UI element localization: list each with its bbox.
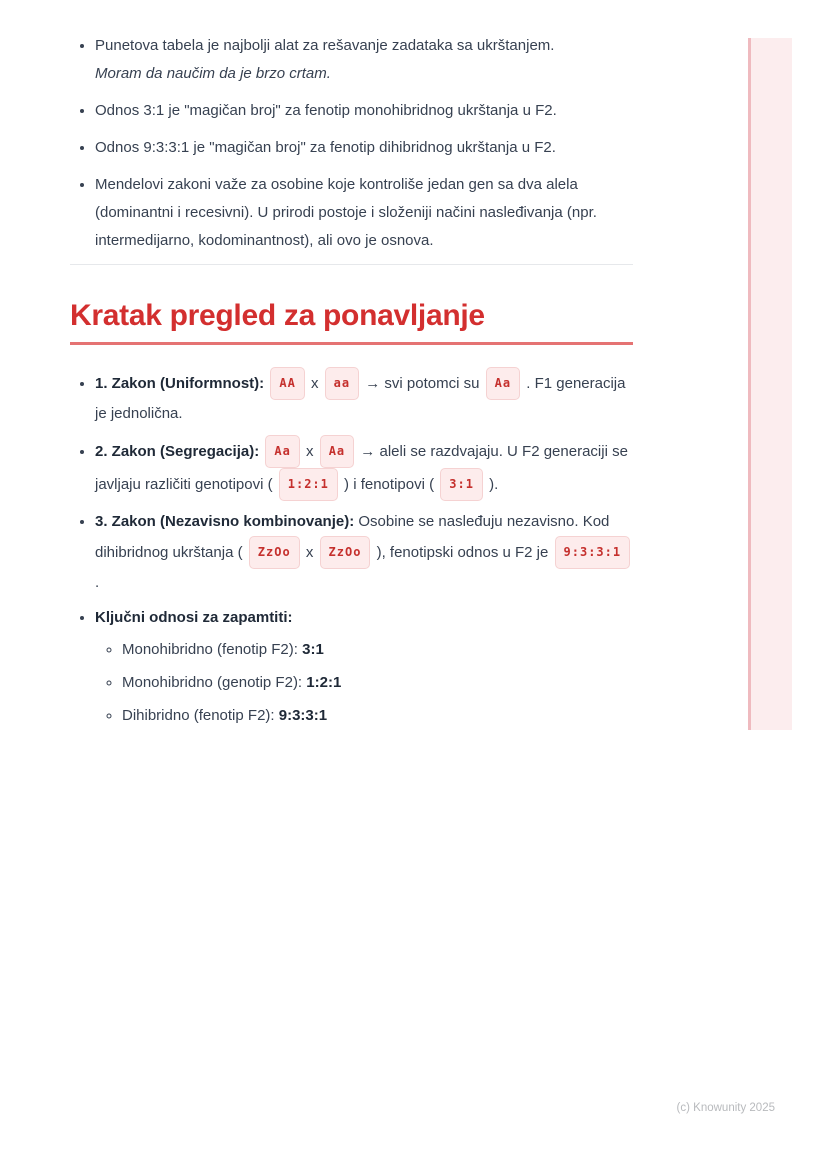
text-segment: Osobine se nasleđuju nezavisno. Kod dihibridnog ukrštanja ( xyxy=(95,513,610,561)
list-item-text xyxy=(95,513,632,591)
right-margin-highlight-bar xyxy=(748,38,792,730)
text-segment: x xyxy=(301,443,318,460)
genotype-badge: 9:3:3:1 xyxy=(555,536,631,569)
list-item xyxy=(95,134,633,162)
genotype-badge: aa xyxy=(325,367,359,400)
genotype-badge: Aa xyxy=(320,435,354,468)
genotype-badge: ZzOo xyxy=(320,536,371,569)
text-segment: Moram da naučim da je brzo crtam. xyxy=(95,65,331,82)
list-item-text xyxy=(95,139,556,156)
text-segment: Dihibridno (fenotip F2): xyxy=(122,707,279,724)
list-item-text xyxy=(122,707,327,724)
text-segment: Mendelovi zakoni važe za osobine koje kontroliše jedan gen sa dva alela (dominantni i recesivni). U prirodi postoje i složeniji načini nasleđivanja (npr. intermedijarno, kodominantnost), ali ovo je osnova. xyxy=(95,176,597,249)
list-item xyxy=(95,435,633,501)
notes-list xyxy=(70,32,633,255)
text-segment: . F1 generacija je jednolična. xyxy=(95,375,626,422)
document-content xyxy=(70,32,633,737)
list-item-text xyxy=(95,102,557,119)
list-item-text xyxy=(95,443,628,493)
text-segment: 1:2:1 xyxy=(306,674,342,691)
text-segment: 1. Zakon (Uniformnost): xyxy=(95,375,265,392)
list-item xyxy=(95,32,633,88)
text-segment: ), fenotipski odnos u F2 je xyxy=(372,544,553,561)
section-divider xyxy=(70,264,633,265)
text-segment: ) i fenotipovi ( xyxy=(339,476,439,493)
text-segment: Monohibridno (fenotip F2): xyxy=(122,641,303,658)
list-item xyxy=(95,604,633,730)
text-segment: Punetova tabela je najbolji alat za rešavanje zadataka sa ukrštanjem. xyxy=(95,37,555,54)
list-item xyxy=(95,367,633,428)
copyright-text: (c) Knowunity 2025 xyxy=(676,1102,775,1114)
text-segment: Odnos 9:3:3:1 je "magičan broj" za fenotip dihibridnog ukrštanja u F2. xyxy=(95,139,556,156)
list-item xyxy=(95,171,633,255)
key-ratios-list xyxy=(95,636,633,730)
text-segment: ). xyxy=(484,476,499,493)
list-item-text xyxy=(95,37,554,82)
genotype-badge: Aa xyxy=(486,367,520,400)
text-segment: 9:3:3:1 xyxy=(278,707,328,724)
text-segment: . xyxy=(95,574,100,591)
text-segment: x xyxy=(301,544,318,561)
list-item-text xyxy=(122,641,324,658)
text-segment xyxy=(259,443,263,460)
genotype-badge: AA xyxy=(270,367,304,400)
text-segment: Ključni odnosi za zapamtiti: xyxy=(95,609,293,626)
review-list xyxy=(70,367,633,730)
genotype-badge: 3:1 xyxy=(440,468,483,501)
text-segment: Odnos 3:1 je "magičan broj" za fenotip monohibridnog ukrštanja u F2. xyxy=(95,102,557,119)
text-segment: 3:1 xyxy=(302,641,324,658)
text-segment: x xyxy=(306,375,323,392)
list-item xyxy=(122,702,633,730)
list-item-text xyxy=(122,674,341,691)
text-segment: 3. Zakon (Nezavisno kombinovanje): xyxy=(95,513,355,530)
section-title: Kratak pregled za ponavljanje xyxy=(70,299,633,345)
list-item xyxy=(122,636,633,664)
genotype-badge: 1:2:1 xyxy=(279,468,338,501)
list-item-text xyxy=(95,176,597,249)
genotype-badge: Aa xyxy=(265,435,299,468)
text-segment: 2. Zakon (Segregacija): xyxy=(95,443,260,460)
text-segment xyxy=(264,375,268,392)
list-item xyxy=(95,97,633,125)
list-item xyxy=(122,669,633,697)
list-item-text xyxy=(95,609,293,626)
genotype-badge: ZzOo xyxy=(249,536,300,569)
text-segment: Monohibridno (genotip F2): xyxy=(122,674,307,691)
list-item-text xyxy=(95,375,625,422)
text-segment: → aleli se razdvajaju. U F2 generaciji se javljaju različiti genotipovi ( xyxy=(95,443,628,493)
text-segment: → svi potomci su xyxy=(361,375,484,392)
list-item xyxy=(95,508,633,597)
